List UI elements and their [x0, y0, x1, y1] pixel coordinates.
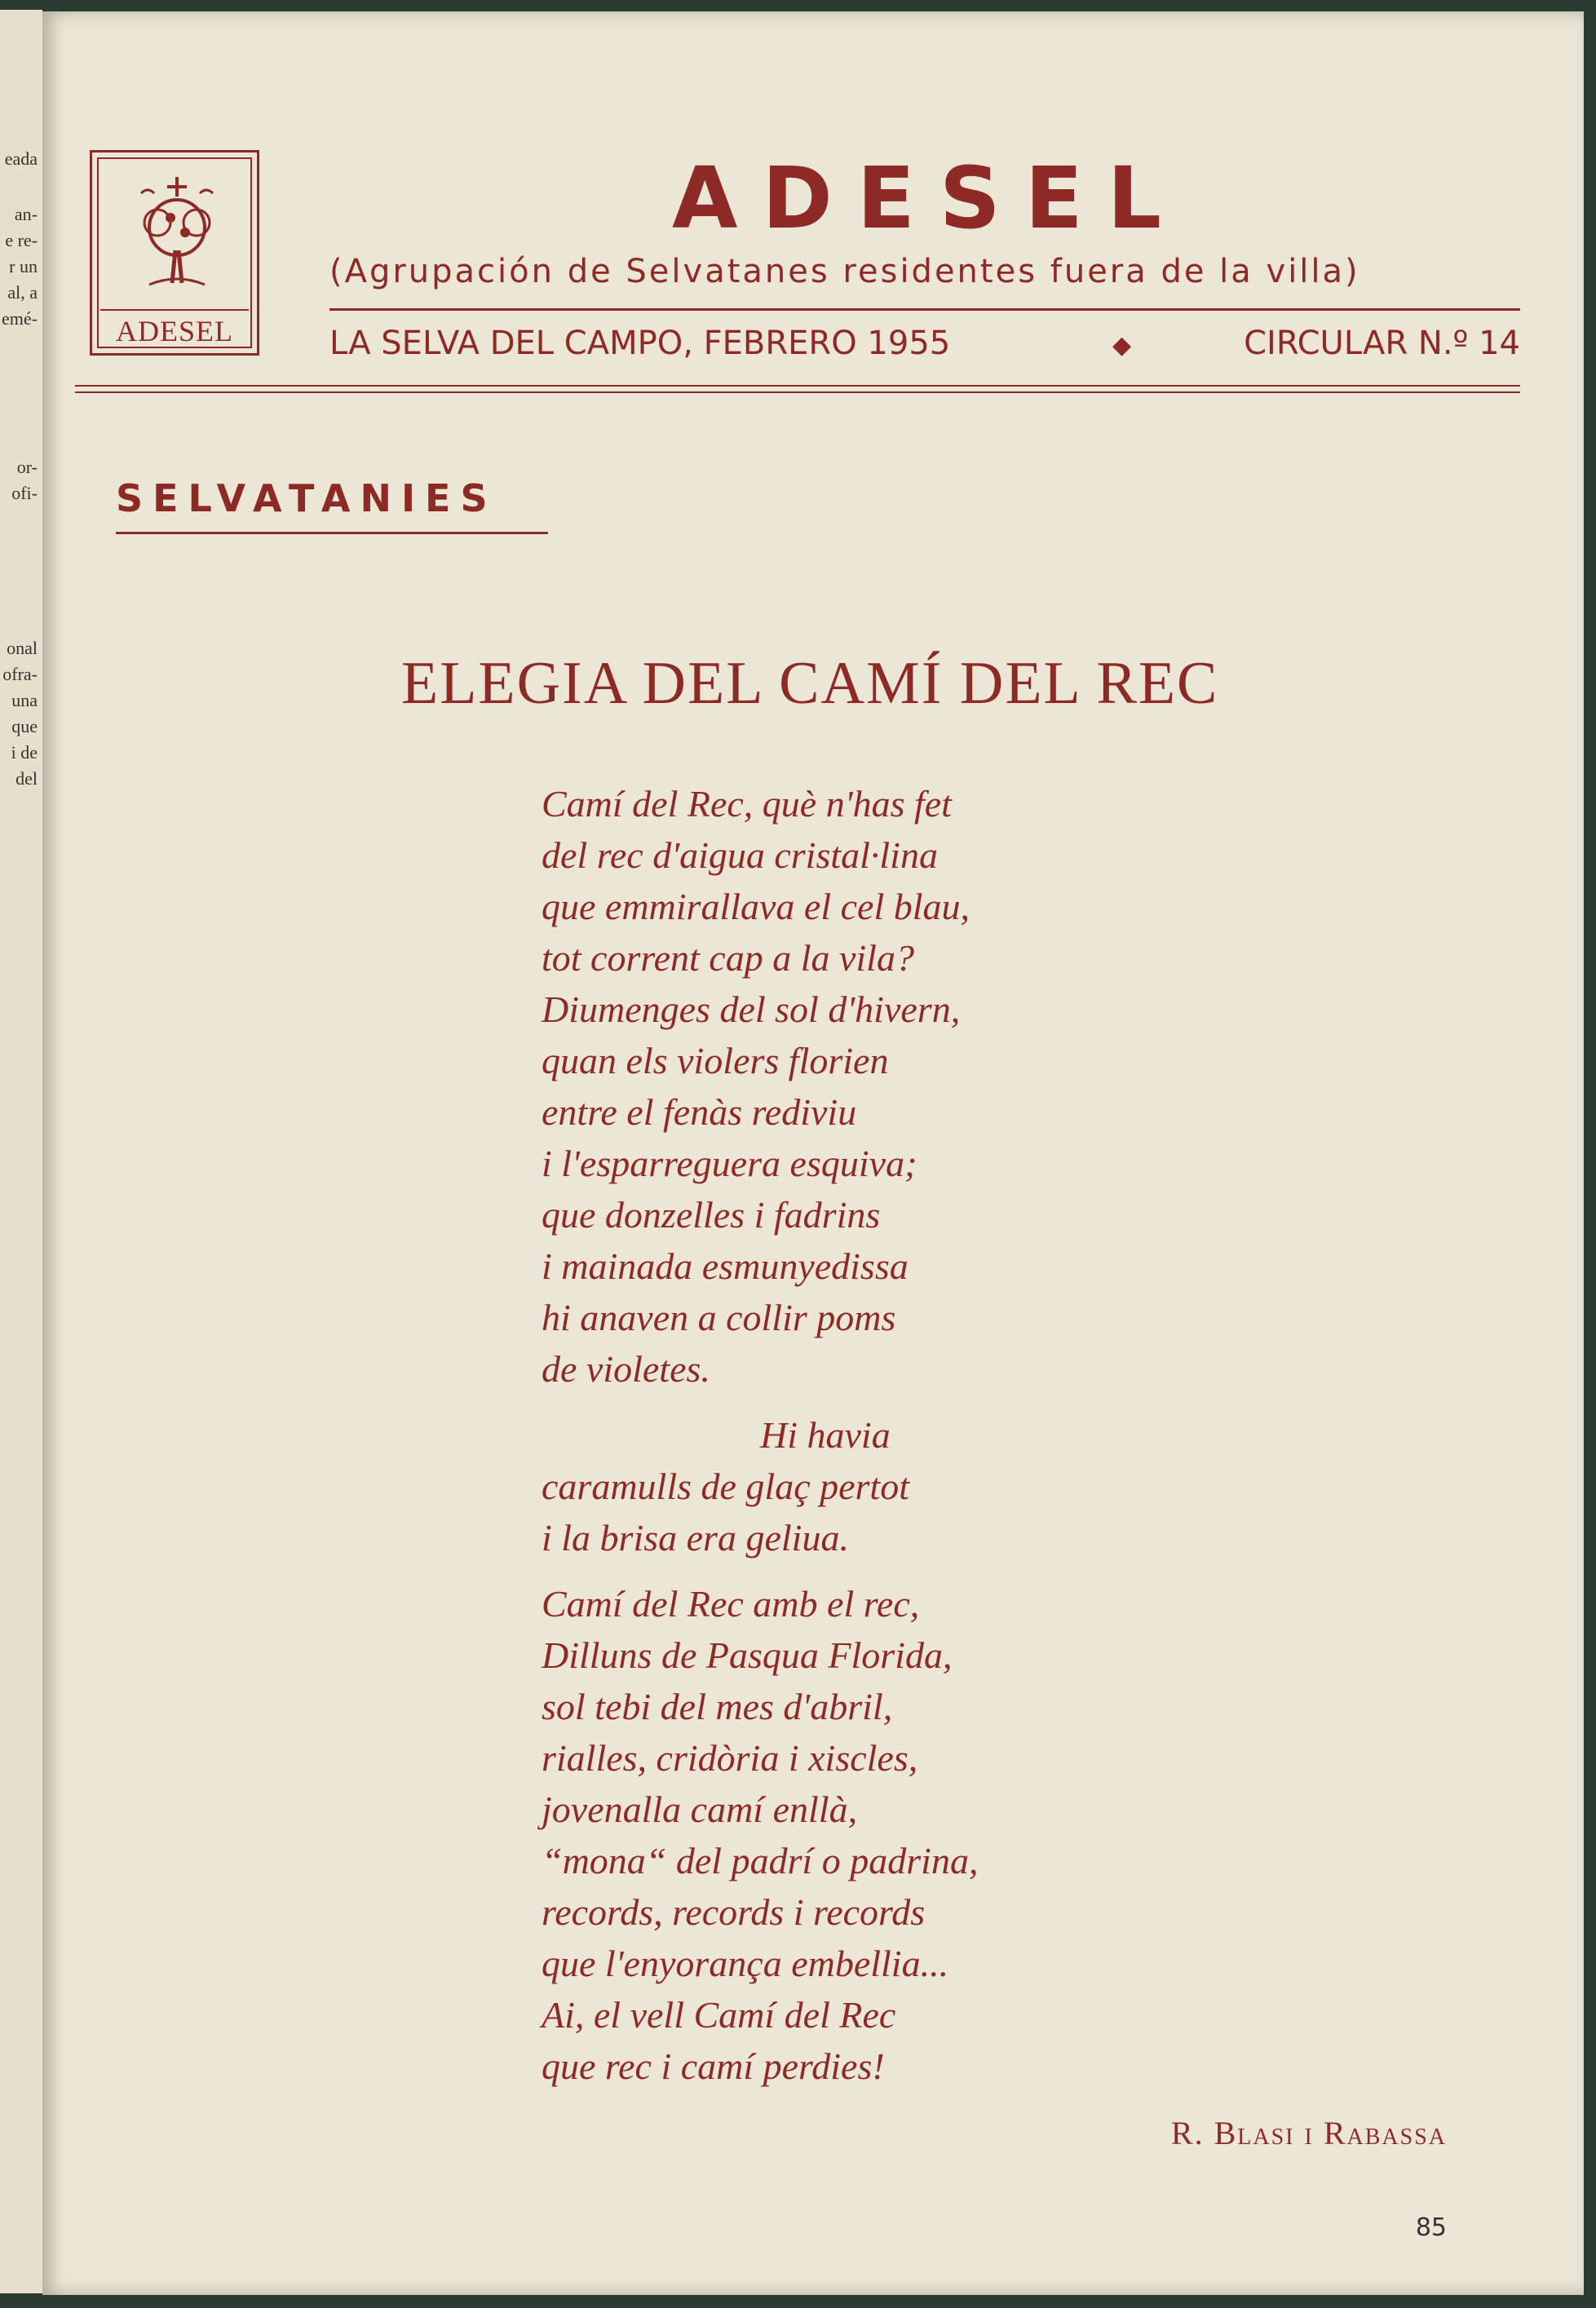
prev-fragment: ofra- [2, 664, 38, 684]
prev-fragment: una [11, 690, 38, 710]
page-number: 85 [1415, 2213, 1447, 2242]
poem-line: tot corrent cap a la vila? [542, 937, 914, 979]
prev-fragment: ofi- [11, 483, 38, 503]
header-rule [329, 308, 1520, 311]
issue-line [329, 325, 1520, 362]
poem-line: que emmirallava el cel blau, [542, 886, 970, 927]
poem-line: jovenalla camí enllà, [542, 1788, 858, 1830]
document-page [42, 11, 1584, 2295]
tree-icon [125, 169, 229, 299]
place-date: LA SELVA DEL CAMPO, FEBRERO 1955 [329, 325, 951, 362]
poem-line: que l'enyorança embellia... [542, 1943, 949, 1984]
poem-line: Dilluns de Pasqua Florida, [542, 1634, 953, 1676]
prev-fragment: eada [4, 148, 38, 169]
poem-line: rialles, cridòria i xiscles, [542, 1737, 918, 1779]
poem-body [542, 778, 978, 2092]
prev-fragment: emé- [2, 308, 38, 329]
prev-fragment: or- [16, 457, 38, 477]
poem-line: Camí del Rec amb el rec, [542, 1583, 920, 1625]
journal-title: ADESEL [672, 148, 1187, 248]
poem-line: i mainada esmunyedissa [542, 1245, 909, 1287]
previous-page-edge [0, 10, 42, 2293]
prev-fragment: an- [14, 204, 38, 224]
poem-line: Camí del Rec, què n'has fet [542, 783, 952, 825]
poem-line: quan els violers florien [542, 1040, 889, 1081]
prev-fragment: e re- [5, 230, 38, 250]
section-title: SELVATANIES [116, 476, 497, 520]
journal-subtitle: (Agrupación de Selvatanes residentes fuera de la villa) [329, 253, 1360, 290]
poem-author: R. Blasi i Rabassa [1170, 2115, 1447, 2151]
poem-line: Diumenges del sol d'hivern, [542, 988, 961, 1030]
prev-fragment: al, a [7, 282, 38, 303]
prev-fragment: del [15, 768, 38, 789]
prev-fragment: i de [11, 742, 38, 763]
poem-title: ELEGIA DEL CAMÍ DEL REC [401, 650, 1219, 717]
adesel-logo [90, 150, 259, 356]
prev-fragment: r un [9, 256, 38, 276]
header-double-rule-bottom [75, 391, 1520, 393]
poem-line: sol tebi del mes d'abril, [542, 1686, 893, 1727]
poem-line: “mona“ del padrí o padrina, [542, 1840, 979, 1881]
poem-line: entre el fenàs rediviu [542, 1091, 857, 1133]
diamond-separator-icon: ◆ [1112, 331, 1132, 360]
poem-line: records, records i records [542, 1891, 926, 1933]
poem-line: i l'esparreguera esquiva; [542, 1143, 917, 1184]
header-double-rule-top [75, 385, 1520, 387]
section-rule [116, 532, 548, 534]
poem-line: Hi havia [760, 1414, 891, 1456]
logo-text: ADESEL [116, 315, 233, 347]
poem-line: caramulls de glaç pertot [542, 1466, 909, 1507]
poem-line: hi anaven a collir poms [542, 1297, 896, 1338]
circular-number: CIRCULAR N.º 14 [1244, 325, 1520, 362]
poem-line: que donzelles i fadrins [542, 1194, 881, 1236]
poem-line: del rec d'aigua cristal·lina [542, 834, 938, 876]
poem-line: Ai, el vell Camí del Rec [542, 1994, 896, 2036]
prev-fragment: que [11, 716, 38, 736]
poem-line: i la brisa era geliua. [542, 1517, 849, 1559]
poem-line: de violetes. [542, 1348, 710, 1390]
prev-fragment: onal [7, 638, 38, 658]
poem-line: que rec i camí perdies! [542, 2045, 885, 2087]
